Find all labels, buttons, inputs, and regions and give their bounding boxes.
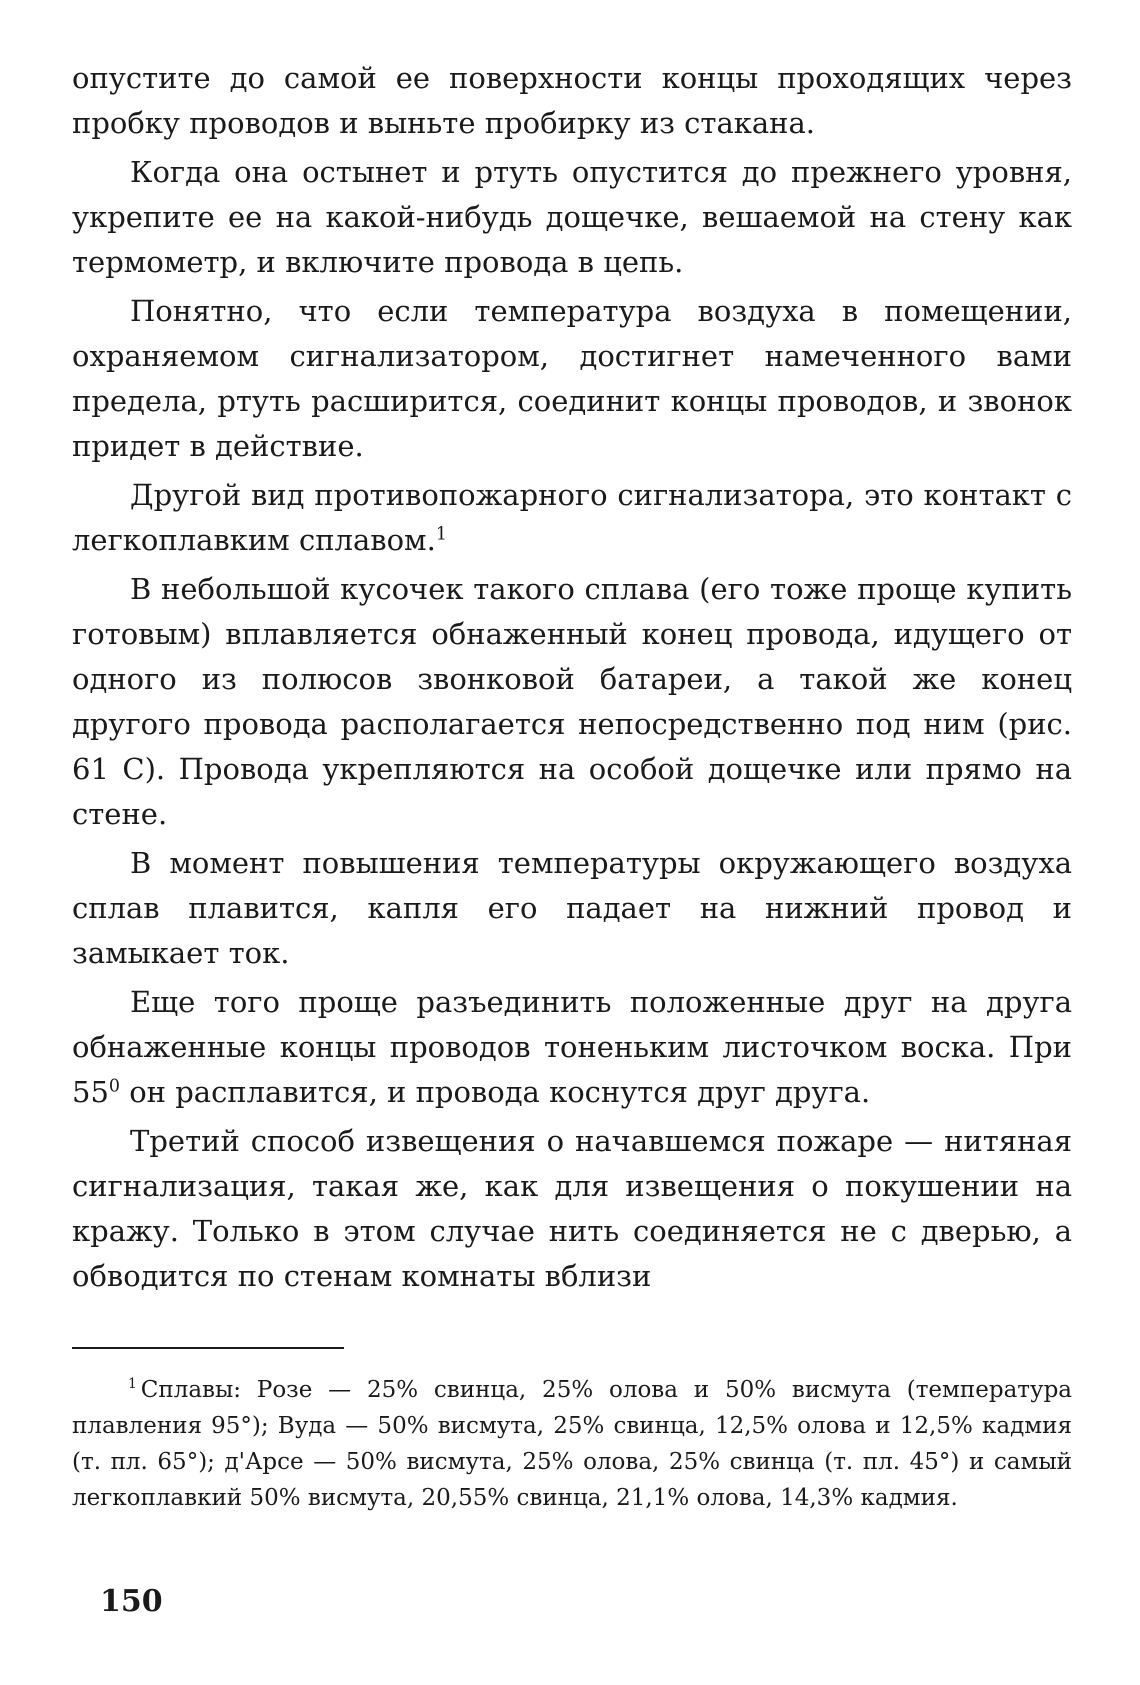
paragraph-4 (72, 473, 1072, 563)
footnote-text: Сплавы: Розе — 25% свинца, 25% олова и 50% висмута (температура плавления 95°); Вуда — 50% висмута, 25% свинца, 12,5% олова и 12,5% кадмия (т. пл. 65°); д'Арсе — 50% висмута, 25% олова, 25% свинца (т. пл. 45°) и самый легкоплавкий 50% висмута, 20,55% свинца, 21,1% олова, 14,3% кадмия. (72, 1377, 1072, 1511)
footnote-reference[interactable]: 1 (435, 524, 447, 545)
paragraph-7-text: Еще того проще разъединить положенные друг на друга обнаженные концы проводов тоненьким листочком воска. При 55 (72, 985, 1072, 1109)
paragraph-7 (72, 980, 1072, 1115)
footnote-1 (72, 1372, 1072, 1516)
paragraph-3: Понятно, что если температура воздуха в помещении, охраняемом сигнализатором, достигнет намеченного вами предела, ртуть расширится, соединит концы проводов, и звонок придет в действие. (72, 294, 1072, 463)
paragraph-5: В небольшой кусочек такого сплава (его тоже проще купить готовым) вплавляется обнаженный конец провода, идущего от одного из полюсов звонковой батареи, а такой же конец другого провода располагается непосредственно под ним (рис. 61 С). Провода укрепляются на особой дощечке или прямо на стене. (72, 572, 1072, 831)
degree-superscript: 0 (108, 1076, 120, 1097)
page-number: 150 (100, 1584, 163, 1619)
paragraph-7-tail: он расплавится, и провода коснутся друг друга. (119, 1075, 871, 1109)
footnote-marker: 1 (128, 1376, 137, 1393)
footnotes (72, 1372, 1072, 1516)
paragraph-2: Когда она остынет и ртуть опустится до прежнего уровня, укрепите ее на какой-нибудь дощечке, вешаемой на стену как термометр, и включите провода в цепь. (72, 155, 1072, 279)
paragraph-4-text: Другой вид противопожарного сигнализатора, это контакт с легкоплавким сплавом. (72, 478, 1072, 557)
paragraph-1: опустите до самой ее поверхности концы проходящих через пробку проводов и выньте пробирку из стакана. (72, 61, 1072, 140)
footnote-divider (72, 1347, 344, 1349)
page-body (72, 56, 1072, 1303)
paragraph-8: Третий способ извещения о начавшемся пожаре — нитяная сигнализация, такая же, как для извещения о покушении на кражу. Только в этом случае нить соединяется не с дверью, а обводится по стенам комнаты вблизи (72, 1124, 1072, 1293)
paragraph-6: В момент повышения температуры окружающего воздуха сплав плавится, капля его падает на нижний провод и замыкает ток. (72, 846, 1072, 970)
